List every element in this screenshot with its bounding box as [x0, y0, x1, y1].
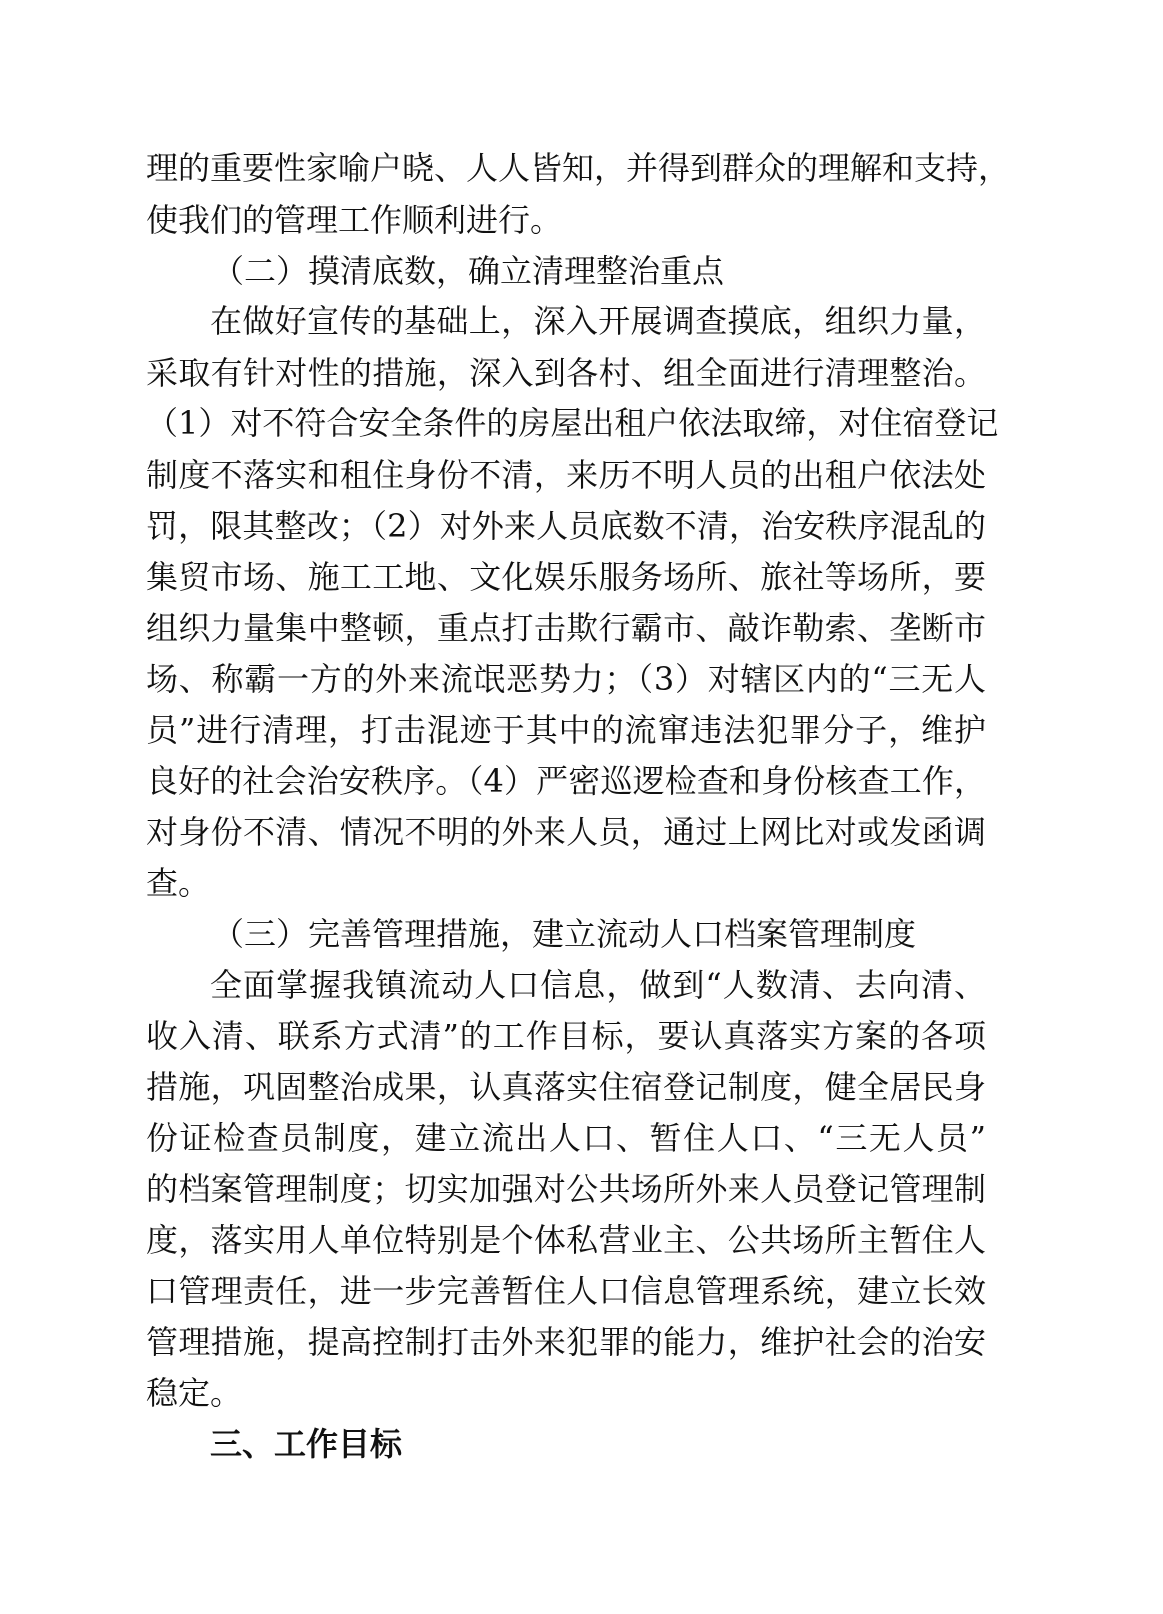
paragraph-line: 采取有针对性的措施，深入到各村、组全面进行清理整治。 — [146, 354, 986, 392]
paragraph-line: 全面掌握我镇流动人口信息，做到“人数清、去向清、 — [210, 966, 986, 1004]
paragraph-line: 份证检查员制度，建立流出人口、暂住人口、“三无人员” — [146, 1119, 986, 1157]
section-subheading: （二）摸清底数，确立清理整治重点 — [212, 252, 725, 290]
paragraph-line: 口管理责任，进一步完善暂住人口信息管理系统，建立长效 — [146, 1272, 986, 1310]
paragraph-line: 查。 — [146, 864, 211, 902]
paragraph-line: 的档案管理制度；切实加强对公共场所外来人员登记管理制 — [146, 1170, 986, 1208]
paragraph-line: 理的重要性家喻户晓、人人皆知，并得到群众的理解和支持， — [146, 149, 1011, 187]
paragraph-line: 良好的社会治安秩序。（4）严密巡逻检查和身份核查工作， — [146, 762, 986, 800]
paragraph-line: 集贸市场、施工工地、文化娱乐服务场所、旅社等场所，要 — [146, 558, 986, 596]
paragraph-line: （1）对不符合安全条件的房屋出租户依法取缔，对住宿登记 — [146, 404, 999, 442]
paragraph-line: 收入清、联系方式清”的工作目标，要认真落实方案的各项 — [146, 1017, 986, 1055]
paragraph-line: 管理措施，提高控制打击外来犯罪的能力，维护社会的治安 — [146, 1323, 986, 1361]
paragraph-line: 对身份不清、情况不明的外来人员，通过上网比对或发函调 — [146, 813, 986, 851]
section-heading: 三、工作目标 — [210, 1425, 403, 1463]
paragraph-line: 罚，限其整改；（2）对外来人员底数不清，治安秩序混乱的 — [146, 507, 986, 545]
paragraph-line: 组织力量集中整顿，重点打击欺行霸市、敲诈勒索、垄断市 — [146, 609, 986, 647]
paragraph-line: 场、称霸一方的外来流氓恶势力；（3）对辖区内的“三无人 — [146, 660, 986, 698]
paragraph-line: 稳定。 — [146, 1374, 243, 1412]
paragraph-line: 度，落实用人单位特别是个体私营业主、公共场所主暂住人 — [146, 1221, 986, 1259]
paragraph-line: 员”进行清理，打击混迹于其中的流窜违法犯罪分子，维护 — [146, 711, 986, 749]
paragraph-line: 在做好宣传的基础上，深入开展调查摸底，组织力量， — [210, 302, 986, 340]
paragraph-line: 措施，巩固整治成果，认真落实住宿登记制度，健全居民身 — [146, 1068, 986, 1106]
paragraph-line: 使我们的管理工作顺利进行。 — [146, 201, 563, 239]
paragraph-line: 制度不落实和租住身份不清，来历不明人员的出租户依法处 — [146, 456, 986, 494]
section-subheading: （三）完善管理措施，建立流动人口档案管理制度 — [212, 915, 917, 953]
